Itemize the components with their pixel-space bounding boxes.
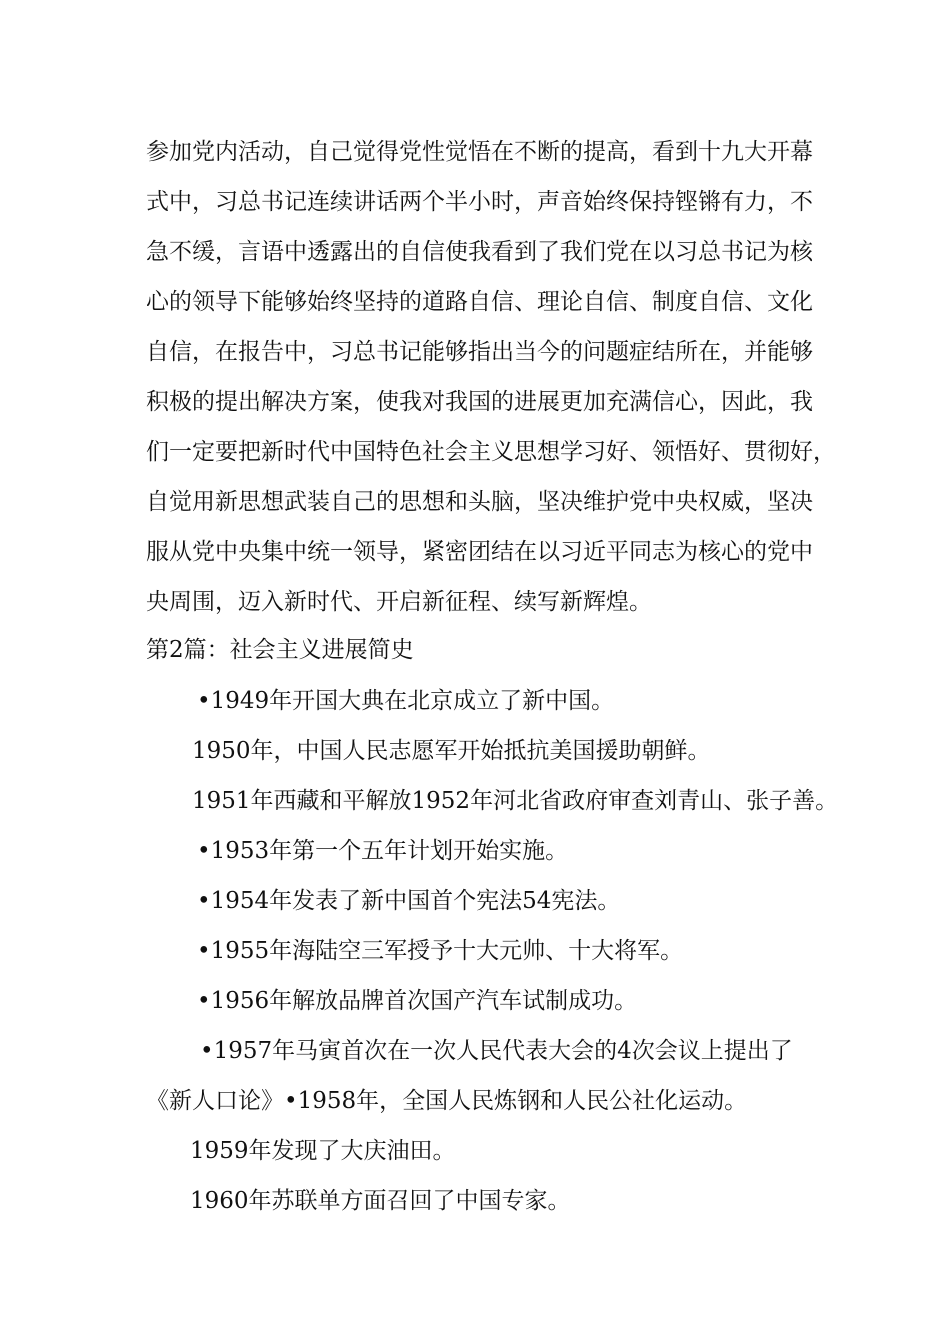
timeline-item: •1953年第一个五年计划开始实施。 [197,838,569,864]
paragraph-line: 们一定要把新时代中国特色社会主义思想学习好、领悟好、贯彻好， [146,439,836,465]
timeline-item: •1949年开国大典在北京成立了新中国。 [197,688,615,714]
paragraph-line: 央周围，迈入新时代、开启新征程、续写新辉煌。 [146,589,652,615]
timeline-item: 1960年苏联单方面召回了中国专家。 [190,1188,571,1214]
timeline-item: •1956年解放品牌首次国产汽车试制成功。 [197,988,638,1014]
paragraph-line: 服从党中央集中统一领导，紧密团结在以习近平同志为核心的党中 [146,539,813,565]
timeline-item: •1954年发表了新中国首个宪法54宪法。 [197,888,621,914]
paragraph-line: 心的领导下能够始终坚持的道路自信、理论自信、制度自信、文化 [146,289,813,315]
timeline-item: •1957年马寅首次在一次人民代表大会的4次会议上提出了 [200,1038,793,1064]
timeline-item: 《新人口论》•1958年，全国人民炼钢和人民公社化运动。 [146,1088,748,1114]
timeline-item: 1950年，中国人民志愿军开始抵抗美国援助朝鲜。 [192,738,711,764]
timeline-item: 1951年西藏和平解放1952年河北省政府审查刘青山、张子善。 [192,788,839,814]
timeline-item: 1959年发现了大庆油田。 [190,1138,456,1164]
paragraph-line: 自信，在报告中，习总书记能够指出当今的问题症结所在，并能够 [146,339,813,365]
section-heading: 第2篇：社会主义进展简史 [146,637,414,663]
paragraph-line: 参加党内活动，自己觉得党性觉悟在不断的提高，看到十九大开幕 [146,139,813,165]
paragraph-line: 急不缓，言语中透露出的自信使我看到了我们党在以习总书记为核 [146,239,813,265]
timeline-item: •1955年海陆空三军授予十大元帅、十大将军。 [197,938,684,964]
paragraph-line: 积极的提出解决方案，使我对我国的进展更加充满信心，因此，我 [146,389,813,415]
paragraph-line: 自觉用新思想武装自己的思想和头脑，坚决维护党中央权威，坚决 [146,489,813,515]
paragraph-line: 式中，习总书记连续讲话两个半小时，声音始终保持铿锵有力，不 [146,189,813,215]
